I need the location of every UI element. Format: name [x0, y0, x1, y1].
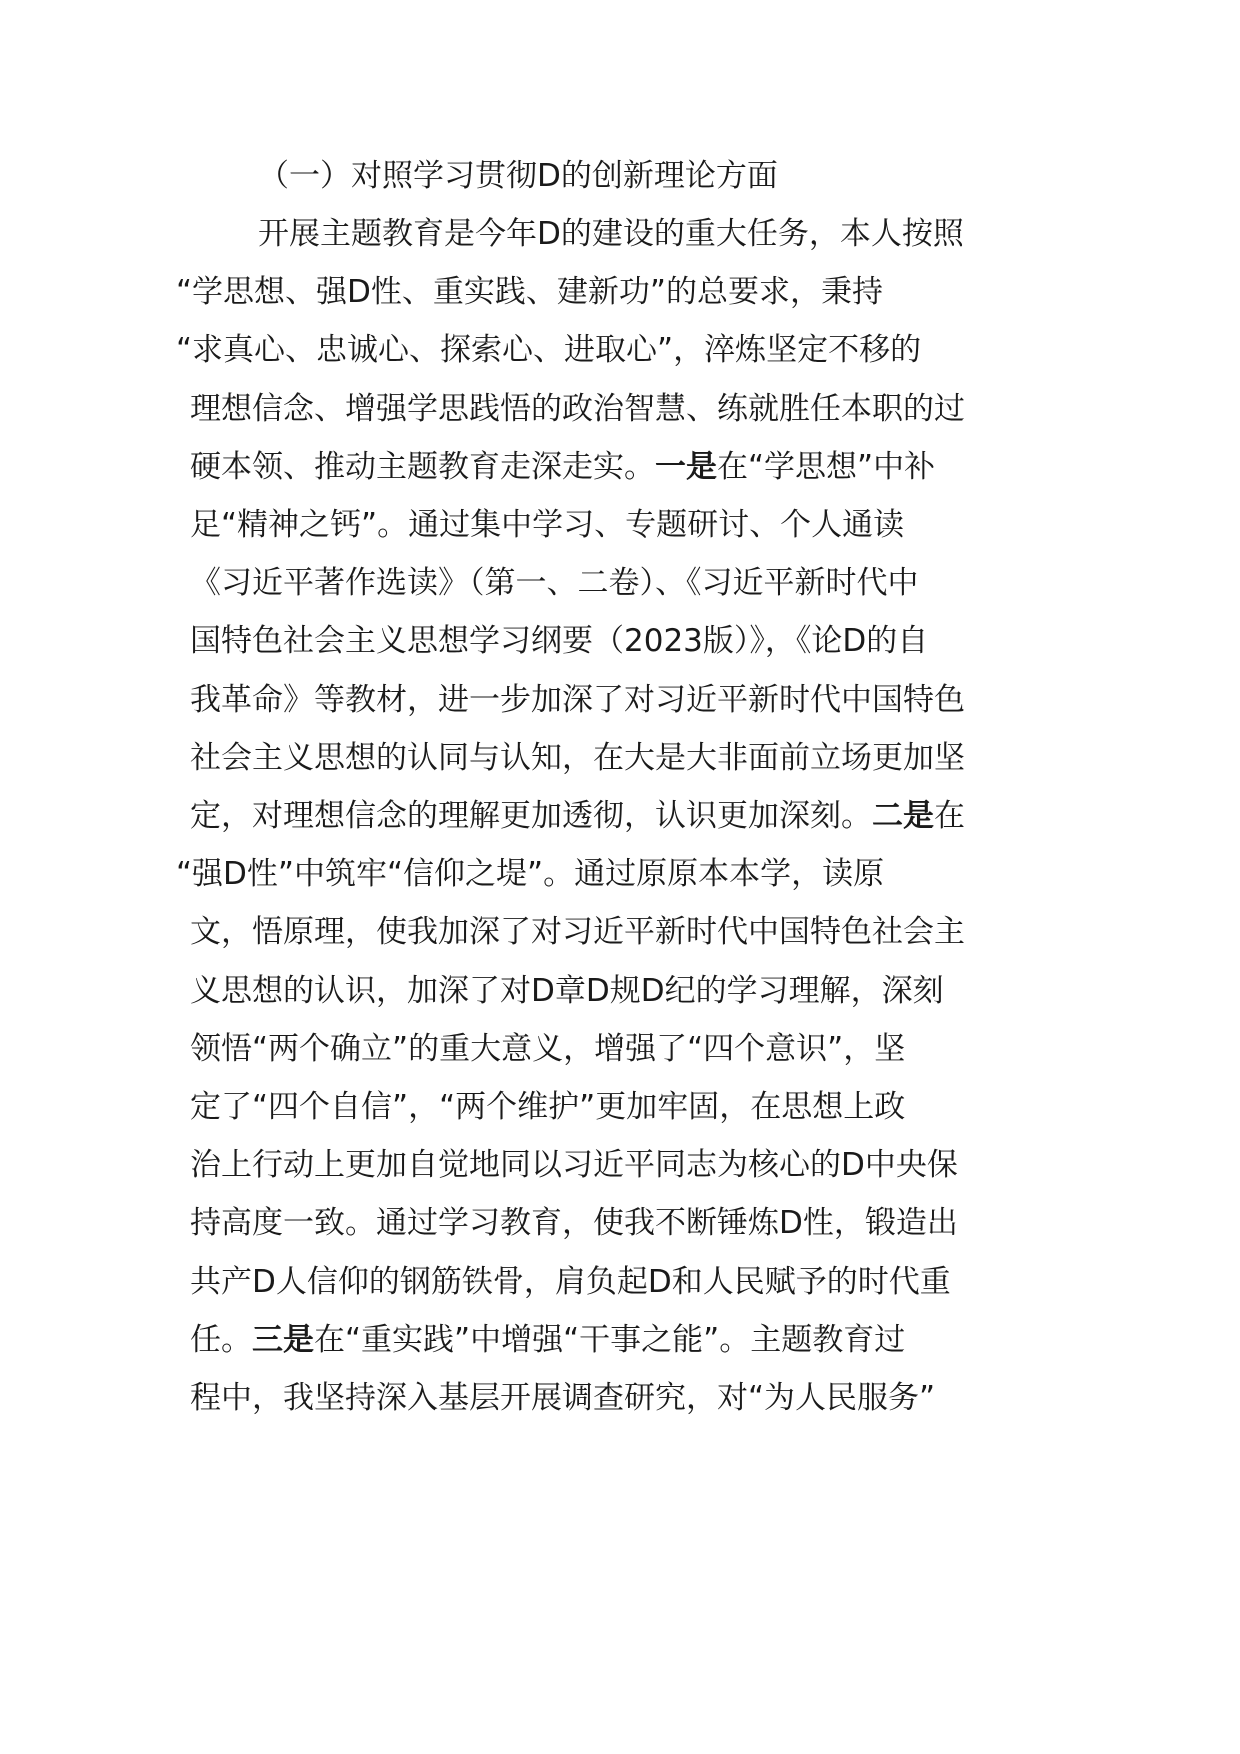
text-segment: 开展主题教育是今年D的建设的重大任务，本人按照	[258, 216, 964, 252]
text-line	[190, 389, 965, 429]
text-line	[190, 1320, 905, 1360]
section-heading: （一）对照学习贯彻D的创新理论方面	[258, 158, 778, 194]
text-line	[190, 1029, 905, 1069]
text-segment: “学思想、强D性、重实践、建新功”的总要求，秉持	[176, 274, 883, 310]
text-line	[258, 214, 964, 254]
text-line	[190, 505, 904, 545]
text-segment: 义思想的认识，加深了对D章D规D纪的学习理解，深刻	[190, 973, 944, 1009]
text-line	[190, 680, 965, 720]
text-segment: 在	[934, 798, 965, 834]
text-segment: 持高度一致。通过学习教育，使我不断锤炼D性，锻造出	[190, 1205, 958, 1241]
bold-marker: 三是	[252, 1322, 314, 1358]
text-line	[190, 796, 965, 836]
text-segment: “强D性”中筑牢“信仰之堤”。通过原原本本学，读原	[176, 856, 885, 892]
text-segment: 定了“四个自信”，“两个维护”更加牢固，在思想上政	[190, 1089, 906, 1125]
bold-marker: 二是	[872, 798, 934, 834]
text-segment: 足“精神之钙”。通过集中学习、专题研讨、个人通读	[190, 507, 905, 543]
text-line	[176, 272, 883, 312]
text-line	[190, 1262, 951, 1302]
text-segment: 定，对理想信念的理解更加透彻，认识更加深刻。	[190, 798, 872, 834]
text-segment: 任。	[190, 1322, 252, 1358]
text-segment: 在“重实践”中增强“干事之能”。主题教育过	[314, 1322, 906, 1358]
text-line	[190, 1203, 958, 1243]
text-line	[190, 912, 965, 952]
text-line	[190, 1378, 935, 1418]
text-segment: 领悟“两个确立”的重大意义，增强了“四个意识”，坚	[190, 1031, 906, 1067]
text-segment: “求真心、忠诚心、探索心、进取心”，淬炼坚定不移的	[176, 332, 922, 368]
text-line	[190, 447, 935, 487]
text-segment: 我革命》等教材，进一步加深了对习近平新时代中国特色	[190, 682, 965, 718]
bold-marker: 一是	[655, 449, 717, 485]
text-segment: 理想信念、增强学思践悟的政治智慧、练就胜任本职的过	[190, 391, 965, 427]
text-segment: 文，悟原理，使我加深了对习近平新时代中国特色社会主	[190, 914, 965, 950]
text-segment: 社会主义思想的认同与认知，在大是大非面前立场更加坚	[190, 740, 965, 776]
text-segment: 国特色社会主义思想学习纲要（2023版）》，《论D的自	[190, 623, 929, 659]
text-line	[190, 621, 928, 661]
text-segment: 硬本领、推动主题教育走深走实。	[190, 449, 655, 485]
text-line	[190, 563, 919, 603]
text-line	[190, 738, 965, 778]
text-segment: 《习近平著作选读》（第一、二卷）、《习近平新时代中	[190, 565, 919, 601]
text-segment: 共产D人信仰的钢筋铁骨，肩负起D和人民赋予的时代重	[190, 1264, 951, 1300]
text-line	[190, 971, 944, 1011]
text-segment: 治上行动上更加自觉地同以习近平同志为核心的D中央保	[190, 1147, 958, 1183]
text-line	[190, 1145, 958, 1185]
text-line	[176, 330, 921, 370]
text-line	[176, 854, 884, 894]
text-segment: 程中，我坚持深入基层开展调查研究，对“为人民服务”	[190, 1380, 936, 1416]
text-line	[190, 1087, 905, 1127]
text-segment: 在“学思想”中补	[717, 449, 936, 485]
